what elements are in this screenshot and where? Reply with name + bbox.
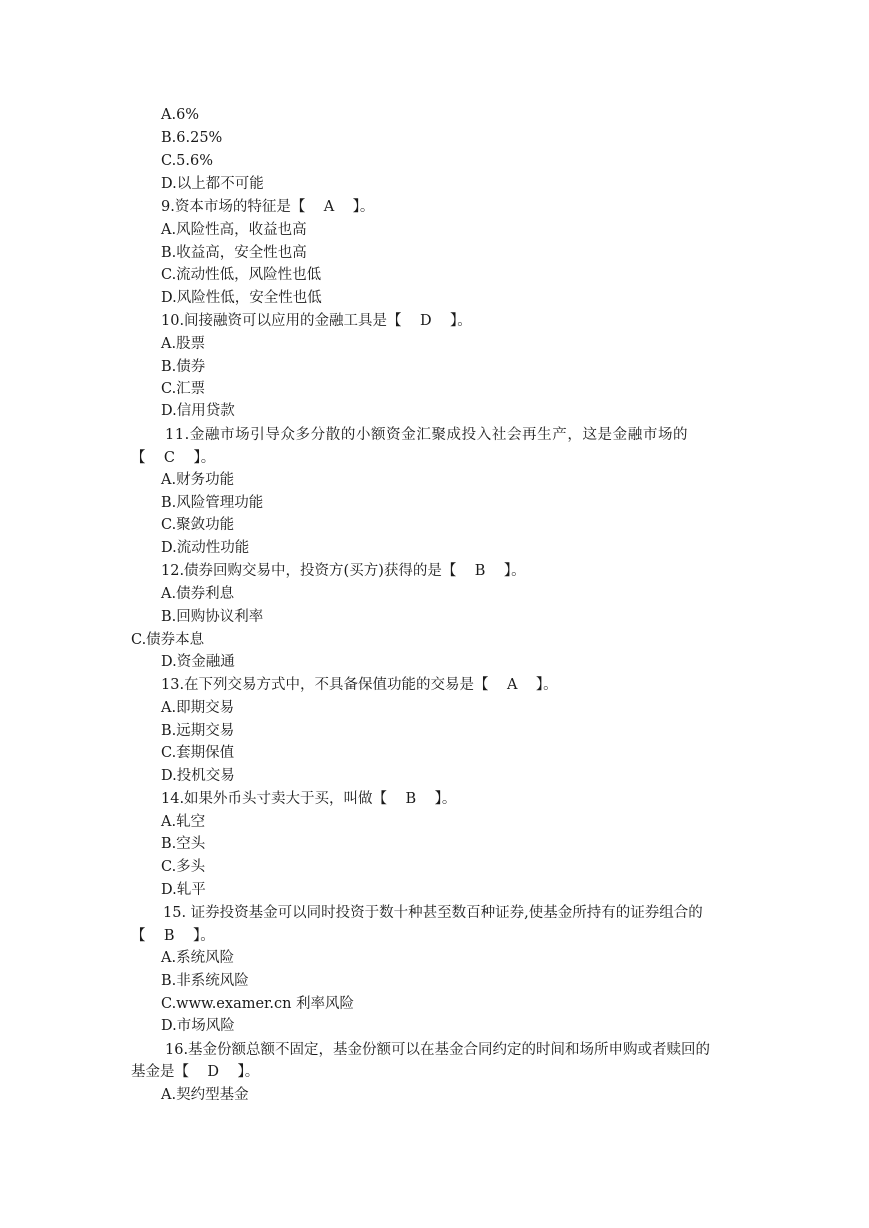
option-a-q11: A.财务功能 xyxy=(161,472,235,488)
option-d-q14: D.轧平 xyxy=(161,882,206,898)
option-c-q12: C.债券本息 xyxy=(131,632,205,648)
question-15-answer: 【 B 】。 xyxy=(131,928,215,944)
option-a-q13: A.即期交易 xyxy=(161,700,235,716)
option-c-q11: C.聚敛功能 xyxy=(161,517,235,533)
option-b-q15: B.非系统风险 xyxy=(161,973,249,989)
option-d-q12: D.资金融通 xyxy=(161,654,235,670)
option-b-q13: B.远期交易 xyxy=(161,723,235,739)
question-9: 9.资本市场的特征是【 A 】。 xyxy=(161,199,375,215)
option-c-q14: C.多头 xyxy=(161,859,206,875)
option-b-q10: B.债券 xyxy=(161,359,206,375)
option-b-q8: B.6.25% xyxy=(161,130,223,146)
option-a-q16: A.契约型基金 xyxy=(161,1087,249,1103)
option-a-q15: A.系统风险 xyxy=(161,950,235,966)
option-d-q9: D.风险性低，安全性也低 xyxy=(161,290,322,306)
option-d-q11: D.流动性功能 xyxy=(161,540,250,556)
option-c-q15: C.www.examer.cn 利率风险 xyxy=(161,996,355,1012)
question-11: 11.金融市场引导众多分散的小额资金汇聚成投入社会再生产，这是金融市场的 xyxy=(165,427,689,443)
question-13: 13.在下列交易方式中，不具备保值功能的交易是【 A 】。 xyxy=(161,677,558,693)
option-d-q13: D.投机交易 xyxy=(161,768,235,784)
option-c-q10: C.汇票 xyxy=(161,381,206,397)
option-a-q14: A.轧空 xyxy=(161,814,206,830)
question-14: 14.如果外币头寸卖大于买，叫做【 B 】。 xyxy=(161,791,457,807)
question-11-answer: 【 C 】。 xyxy=(131,450,216,466)
option-d-q10: D.信用贷款 xyxy=(161,403,235,419)
option-b-q12: B.回购协议利率 xyxy=(161,609,264,625)
question-10: 10.间接融资可以应用的金融工具是【 D 】。 xyxy=(161,313,472,329)
option-c-q9: C.流动性低，风险性也低 xyxy=(161,267,322,283)
option-c-q8: C.5.6% xyxy=(161,153,214,169)
question-16: 16.基金份额总额不固定，基金份额可以在基金合同约定的时间和场所申购或者赎回的 xyxy=(165,1042,711,1058)
option-a-q9: A.风险性高，收益也高 xyxy=(161,222,307,238)
option-d-q8: D.以上都不可能 xyxy=(161,176,264,192)
option-a-q12: A.债券利息 xyxy=(161,586,235,602)
option-c-q13: C.套期保值 xyxy=(161,745,235,761)
question-12: 12.债券回购交易中，投资方(买方)获得的是【 B 】。 xyxy=(161,563,526,579)
question-15: 15. 证券投资基金可以同时投资于数十种甚至数百种证券,使基金所持有的证券组合的 xyxy=(163,905,703,921)
option-b-q11: B.风险管理功能 xyxy=(161,495,264,511)
option-a-q10: A.股票 xyxy=(161,336,206,352)
option-a-q8: A.6% xyxy=(161,107,200,123)
option-b-q14: B.空头 xyxy=(161,836,206,852)
question-16-continuation: 基金是【 D 】。 xyxy=(131,1064,260,1080)
option-b-q9: B.收益高，安全性也高 xyxy=(161,245,307,261)
option-d-q15: D.市场风险 xyxy=(161,1018,235,1034)
